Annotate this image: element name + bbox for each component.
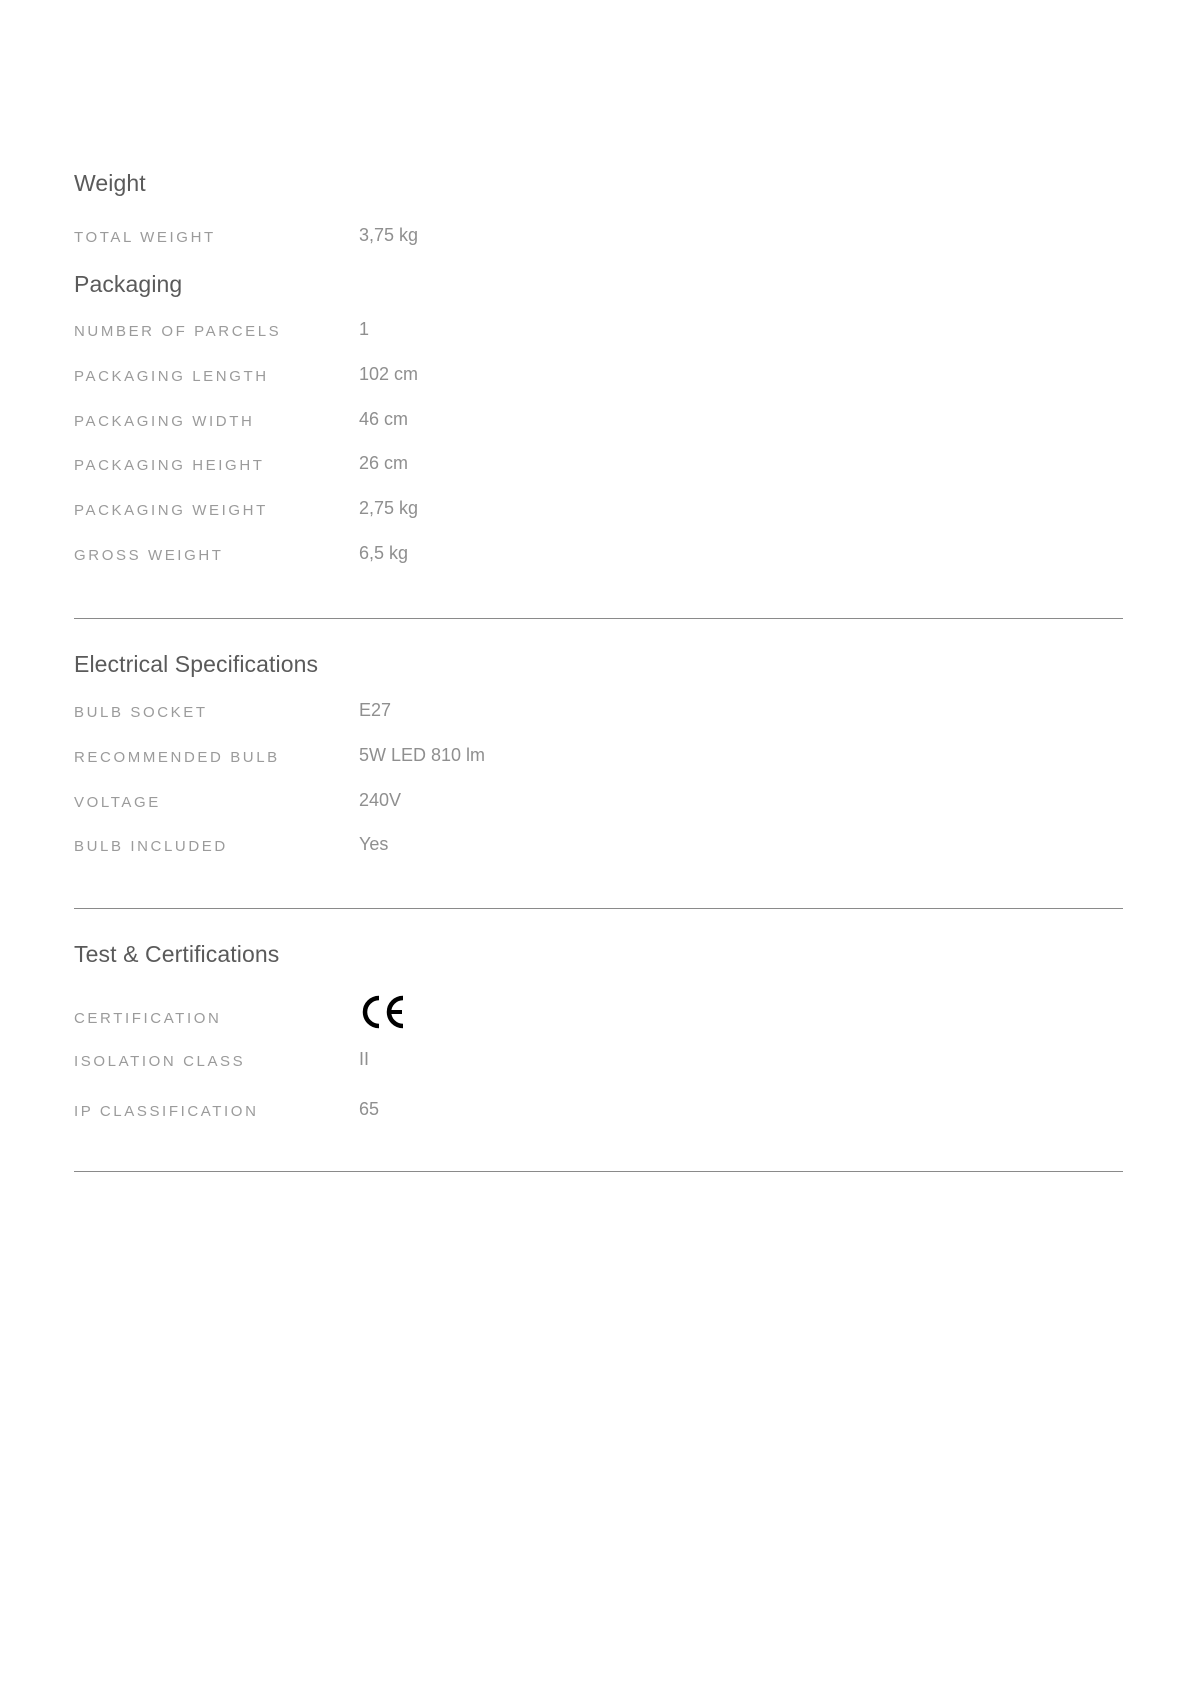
spec-label: NUMBER OF PARCELS — [74, 323, 282, 340]
spec-value: 5W LED 810 lm — [359, 745, 486, 765]
spec-label: PACKAGING WEIGHT — [74, 502, 268, 519]
spec-value: 1 — [359, 319, 370, 339]
spec-row-packaging-width — [74, 410, 1124, 434]
section-title-electrical-specifications: Electrical Specifications — [74, 651, 319, 677]
section-divider — [74, 908, 1123, 909]
spec-row-bulb-included — [74, 835, 1124, 859]
spec-label: IP CLASSIFICATION — [74, 1103, 259, 1120]
section-divider — [74, 1171, 1123, 1172]
spec-value: 102 cm — [359, 364, 419, 384]
spec-value: 46 cm — [359, 409, 409, 429]
spec-label: PACKAGING WIDTH — [74, 413, 255, 430]
spec-label: ISOLATION CLASS — [74, 1053, 246, 1070]
spec-label: RECOMMENDED BULB — [74, 749, 280, 766]
spec-label: TOTAL WEIGHT — [74, 229, 216, 246]
spec-value: 65 — [359, 1099, 380, 1119]
spec-row-ip-classification — [74, 1100, 1124, 1124]
section-title-weight: Weight — [74, 170, 146, 196]
spec-row-total-weight — [74, 226, 1124, 250]
spec-row-packaging-height — [74, 454, 1124, 478]
spec-row-certification — [74, 1007, 1124, 1031]
spec-value: II — [359, 1049, 370, 1069]
spec-row-recommended-bulb — [74, 746, 1124, 770]
spec-row-packaging-weight — [74, 499, 1124, 523]
spec-value: 240V — [359, 790, 402, 810]
ce-mark-icon — [359, 993, 407, 1031]
section-title-packaging: Packaging — [74, 271, 183, 297]
spec-value: 6,5 kg — [359, 543, 409, 563]
section-divider — [74, 618, 1123, 619]
spec-row-packaging-length — [74, 365, 1124, 389]
spec-row-voltage — [74, 791, 1124, 815]
spec-value: Yes — [359, 834, 389, 854]
spec-label: GROSS WEIGHT — [74, 547, 224, 564]
spec-label: PACKAGING HEIGHT — [74, 457, 265, 474]
spec-label: VOLTAGE — [74, 794, 161, 811]
spec-row-isolation-class — [74, 1050, 1124, 1074]
spec-label: BULB SOCKET — [74, 704, 208, 721]
spec-row-gross-weight — [74, 544, 1124, 568]
spec-row-number-of-parcels — [74, 320, 1124, 344]
spec-label: CERTIFICATION — [74, 1010, 222, 1027]
spec-row-bulb-socket — [74, 701, 1124, 725]
section-title-test-certifications: Test & Certifications — [74, 941, 280, 967]
spec-value: 26 cm — [359, 453, 409, 473]
spec-label: BULB INCLUDED — [74, 838, 228, 855]
spec-value: 3,75 kg — [359, 225, 419, 245]
spec-value: 2,75 kg — [359, 498, 419, 518]
spec-value: E27 — [359, 700, 392, 720]
spec-label: PACKAGING LENGTH — [74, 368, 269, 385]
